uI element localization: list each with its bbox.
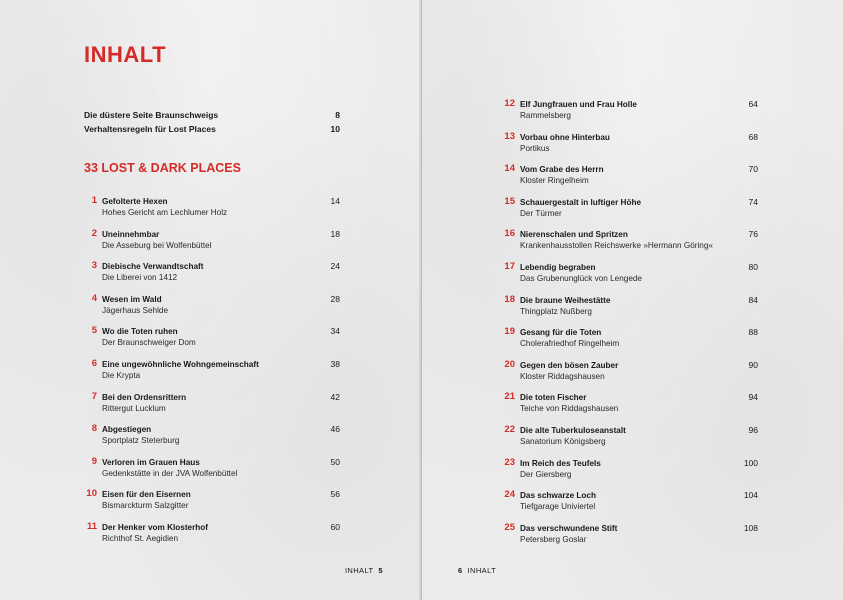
toc-entry-page: 14 — [330, 196, 340, 206]
toc-entry-page: 70 — [748, 164, 758, 175]
toc-entry[interactable] — [500, 261, 758, 294]
toc-list-right — [500, 98, 758, 554]
intro-item[interactable] — [84, 108, 340, 122]
toc-entry-title: Uneinnehmbar — [102, 229, 160, 239]
toc-entry-page: 60 — [330, 521, 340, 532]
intro-item-page: 10 — [330, 124, 340, 134]
toc-entry-title: Nierenschalen und Spritzen — [520, 230, 628, 240]
toc-entry-subtitle: Die Asseburg bei Wolfenbüttel — [102, 240, 212, 250]
toc-entry-title: Der Henker vom Klosterhof — [102, 522, 209, 532]
toc-entry-title: Die braune Weihestätte — [520, 295, 611, 305]
page-title: INHALT — [84, 42, 167, 67]
toc-entry-subtitle: Der Giersberg — [520, 469, 572, 479]
toc-entry-page: 18 — [330, 228, 340, 239]
toc-entry-page: 34 — [330, 326, 340, 337]
intro-item-title: Verhaltensregeln für Lost Places — [84, 124, 216, 134]
toc-entry-subtitle: Kloster Ringelheim — [520, 176, 589, 186]
toc-entry-number: 4 — [91, 292, 97, 304]
toc-entry-title: Wo die Toten ruhen — [102, 327, 178, 337]
toc-entry[interactable] — [500, 391, 758, 424]
toc-entry[interactable] — [82, 456, 340, 489]
toc-entry[interactable] — [82, 521, 340, 554]
toc-entry-subtitle: Die Krypta — [102, 370, 141, 380]
toc-entry-number: 14 — [504, 163, 515, 175]
toc-entry-title: Im Reich des Teufels — [520, 458, 601, 468]
toc-entry[interactable] — [82, 195, 340, 228]
intro-item-page: 8 — [335, 110, 340, 120]
toc-entry-subtitle: Der Türmer — [520, 208, 562, 218]
intro-item[interactable] — [84, 122, 340, 136]
toc-entry[interactable] — [82, 391, 340, 424]
toc-entry[interactable] — [82, 358, 340, 391]
toc-list-left — [82, 195, 340, 554]
toc-entry-page: 64 — [748, 99, 758, 109]
toc-entry-subtitle: Rammelsberg — [520, 111, 571, 120]
toc-entry-number: 22 — [504, 423, 515, 435]
toc-entry-number: 21 — [504, 391, 515, 403]
toc-entry-title: Das schwarze Loch — [520, 491, 596, 501]
toc-entry-page: 100 — [743, 457, 758, 468]
toc-entry-title: Bei den Ordensrittern — [102, 392, 187, 402]
toc-entry-page: 90 — [748, 359, 758, 370]
toc-entry-title: Gegen den bösen Zauber — [520, 360, 619, 370]
toc-entry-page: 50 — [330, 456, 340, 467]
toc-entry-page: 94 — [748, 392, 758, 403]
toc-entry[interactable] — [82, 325, 340, 358]
toc-entry-number: 11 — [86, 520, 97, 532]
toc-entry-page: 42 — [330, 391, 340, 402]
toc-entry-number: 7 — [91, 390, 97, 402]
toc-entry-number: 8 — [91, 423, 97, 435]
toc-entry-title: Eine ungewöhnliche Wohngemeinschaft — [102, 359, 259, 369]
footer-label: INHALT — [344, 566, 374, 575]
toc-entry-title: Eisen für den Eisernen — [102, 490, 191, 500]
toc-entry-page: 24 — [330, 261, 340, 272]
section-heading: 33 LOST & DARK PLACES — [84, 161, 241, 175]
toc-entry[interactable] — [82, 423, 340, 456]
toc-entry-title: Gesang für die Toten — [520, 328, 602, 338]
toc-entry-number: 24 — [504, 489, 515, 501]
toc-entry-title: Abgestiegen — [102, 425, 152, 435]
toc-entry-page: 84 — [748, 294, 758, 305]
toc-entry[interactable] — [82, 228, 340, 261]
page-number: 5 — [378, 566, 383, 575]
toc-entry-number: 15 — [504, 195, 515, 207]
toc-entry[interactable] — [500, 359, 758, 392]
toc-entry-number: 3 — [91, 260, 97, 272]
toc-entry-number: 25 — [504, 521, 515, 533]
intro-list — [84, 108, 340, 136]
toc-entry-subtitle: Tiefgarage Univiertel — [520, 502, 596, 512]
toc-entry-number: 13 — [504, 130, 515, 142]
toc-entry-title: Vom Grabe des Herrn — [520, 165, 604, 175]
toc-entry-page: 28 — [330, 293, 340, 304]
toc-entry-subtitle: Petersberg Goslar — [520, 534, 587, 544]
toc-entry-number: 20 — [504, 358, 515, 370]
toc-entry-title: Die toten Fischer — [520, 393, 587, 403]
toc-entry-title: Diebische Verwandtschaft — [102, 262, 204, 272]
toc-entry-page: 74 — [748, 196, 758, 207]
toc-entry-title: Elf Jungfrauen und Frau Holle — [520, 100, 637, 109]
toc-entry-number: 23 — [504, 456, 515, 468]
toc-entry-subtitle: Sportplatz Steterburg — [102, 436, 180, 446]
toc-entry-title: Vorbau ohne Hinterbau — [520, 132, 610, 142]
right-page — [422, 0, 843, 600]
toc-entry-title: Wesen im Wald — [102, 294, 162, 304]
toc-entry-number: 18 — [504, 293, 515, 305]
left-page — [0, 0, 421, 600]
toc-entry-number: 2 — [91, 227, 97, 239]
page-footer-left — [345, 566, 383, 575]
toc-entry-subtitle: Rittergut Lucklum — [102, 403, 166, 413]
toc-entry[interactable] — [500, 326, 758, 359]
toc-entry-title: Lebendig begraben — [520, 262, 596, 272]
toc-entry-title: Gefolterte Hexen — [102, 197, 168, 206]
toc-entry-number: 5 — [91, 325, 97, 337]
toc-entry-page: 88 — [748, 327, 758, 338]
toc-entry-title: Das verschwundene Stift — [520, 523, 618, 533]
toc-entry[interactable] — [500, 228, 758, 261]
toc-entry-title: Die alte Tuberkuloseanstalt — [520, 425, 626, 435]
toc-entry[interactable] — [500, 196, 758, 229]
page-footer-right — [458, 566, 496, 575]
toc-entry-number: 6 — [91, 357, 97, 369]
toc-entry-page: 46 — [330, 424, 340, 435]
toc-entry-page: 68 — [748, 131, 758, 142]
toc-entry-subtitle: Das Grubenunglück von Lengede — [520, 273, 642, 283]
toc-entry-subtitle: Bismarckturm Salzgitter — [102, 501, 189, 511]
toc-entry[interactable] — [500, 163, 758, 196]
toc-entry-subtitle: Sanatorium Königsberg — [520, 436, 606, 446]
toc-entry-subtitle: Die Liberei von 1412 — [102, 273, 178, 283]
toc-entry-title: Schauergestalt in luftiger Höhe — [520, 197, 642, 207]
toc-entry-subtitle: Richthof St. Aegidien — [102, 533, 179, 543]
toc-entry-subtitle: Hohes Gericht am Lechlumer Holz — [102, 208, 228, 217]
footer-label: INHALT — [467, 566, 497, 575]
toc-entry[interactable] — [82, 260, 340, 293]
toc-entry-page: 80 — [748, 261, 758, 272]
toc-entry-subtitle: Gedenkstätte in der JVA Wolfenbüttel — [102, 468, 238, 478]
toc-entry[interactable] — [500, 457, 758, 490]
toc-entry-subtitle: Krankenhausstollen Reichswerke »Hermann Göring« — [520, 241, 713, 251]
toc-entry-subtitle: Portikus — [520, 143, 550, 153]
toc-entry[interactable] — [500, 522, 758, 555]
toc-entry-page: 104 — [743, 490, 758, 501]
toc-entry-subtitle: Der Braunschweiger Dom — [102, 338, 196, 348]
toc-entry-subtitle: Jägerhaus Sehlde — [102, 305, 169, 315]
toc-entry-subtitle: Kloster Riddagshausen — [520, 371, 605, 381]
toc-entry-subtitle: Thingplatz Nußberg — [520, 306, 592, 316]
toc-entry-page: 38 — [330, 358, 340, 369]
toc-entry[interactable] — [82, 488, 340, 521]
toc-entry-page: 56 — [330, 489, 340, 500]
toc-entry-page: 108 — [743, 522, 758, 533]
intro-item-title: Die düstere Seite Braunschweigs — [84, 110, 219, 120]
toc-entry-number: 9 — [91, 455, 97, 467]
toc-entry-number: 19 — [504, 326, 515, 338]
toc-entry-page: 96 — [748, 424, 758, 435]
toc-entry-subtitle: Teiche von Riddagshausen — [520, 404, 619, 414]
toc-entry-number: 1 — [91, 195, 97, 206]
toc-entry[interactable] — [500, 98, 758, 131]
toc-entry-page: 76 — [748, 229, 758, 240]
toc-entry[interactable] — [500, 424, 758, 457]
page-number: 6 — [458, 566, 463, 575]
toc-entry[interactable] — [500, 489, 758, 522]
toc-entry-number: 10 — [86, 488, 97, 500]
toc-entry-title: Verloren im Grauen Haus — [102, 457, 200, 467]
toc-entry-number: 16 — [504, 228, 515, 240]
toc-entry[interactable] — [82, 293, 340, 326]
toc-entry[interactable] — [500, 294, 758, 327]
toc-entry-number: 12 — [504, 98, 515, 109]
toc-entry[interactable] — [500, 131, 758, 164]
toc-entry-number: 17 — [504, 260, 515, 272]
toc-entry-subtitle: Cholerafriedhof Ringelheim — [520, 339, 620, 349]
